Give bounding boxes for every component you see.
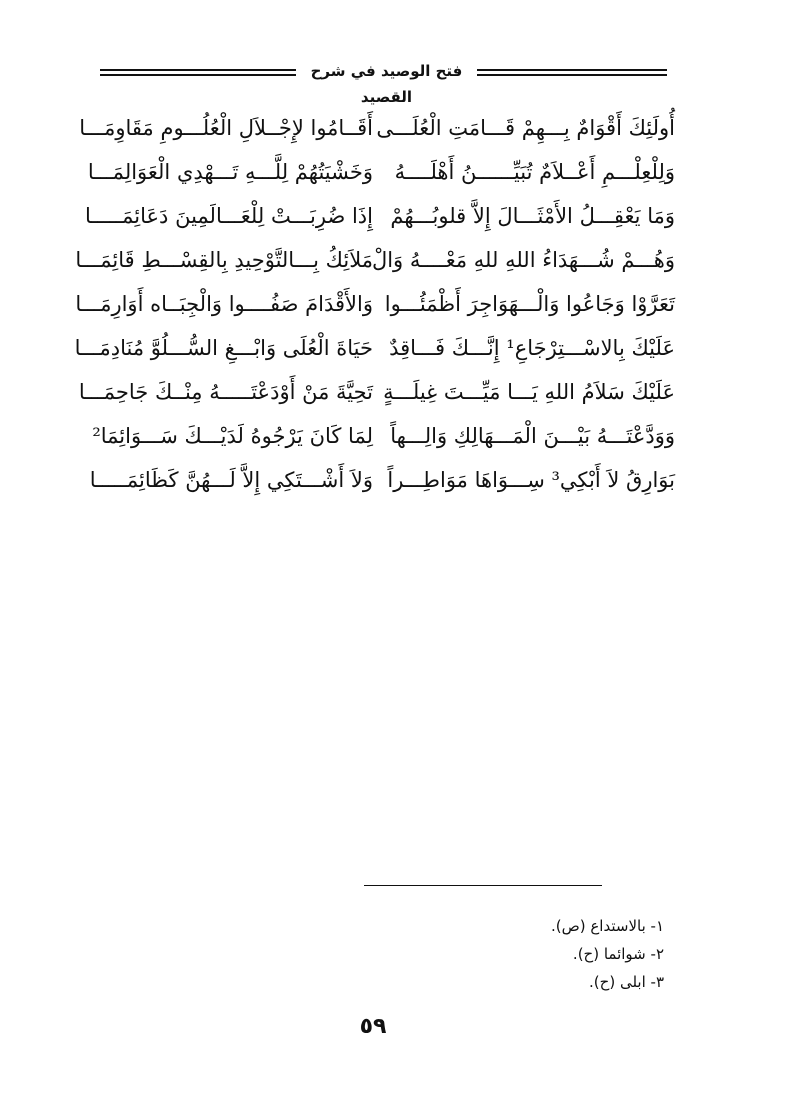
verse-first-hemistich: وَهُـــمْ شُـــهَدَاءُ اللهِ للهِ مَعْــــهُ وَالْ (371, 248, 675, 272)
verse-second-hemistich: مَلاَئِكُ بِـــالتَّوْحِيدِ بِالقِسْـــطِ قَائِمَـــا (75, 248, 373, 272)
footnote-separator (364, 885, 602, 886)
poem-block (74, 108, 675, 504)
footnote-1: ١- بالاستداع (ص). (550, 917, 664, 935)
footnotes (404, 914, 664, 998)
verse-6 (74, 328, 675, 372)
verse-second-hemistich: وَلاَ أَشْـــتَكِي إِلاَّ لَـــهُنَّ كَظَائِمَـــــا (89, 468, 373, 492)
verse-second-hemistich: إِذَا ضُرِبَـــتْ لِلْعَـــالَمِينَ دَعَائِمَـــــا (84, 204, 373, 228)
verse-1 (79, 108, 675, 152)
verse-second-hemistich: وَالأَقْدَامَ صَفُــــوا وَالْجِبَــاه أَوَارِمَـــا (75, 292, 373, 316)
verse-8 (92, 416, 675, 460)
header-rule-left (100, 69, 296, 76)
verse-second-hemistich: لِمَا كَانَ يَرْجُوهُ لَدَيْـــكَ سَـــوَائِمَا² (92, 424, 373, 448)
verse-first-hemistich: وَوَدَّعْتَـــهُ بَيْـــنَ الْمَـــهَالِكِ وَالِـــهاً (390, 424, 675, 448)
verse-first-hemistich: وَمَا يَعْقِـــلُ الأَمْثَـــالَ إِلاَّ قلوبُـــهُمْ (390, 204, 675, 228)
header-rule-right (477, 69, 667, 76)
verse-first-hemistich: عَلَيْكَ سَلاَمُ اللهِ يَـــا مَيِّـــتَ غِيلَـــةٍ (383, 380, 675, 404)
running-header (100, 58, 667, 106)
verse-first-hemistich: تَعَرَّوْا وَجَاعُوا وَالْـــهَوَاجِرَ أَظْمَئُـــوا (384, 292, 675, 316)
verse-9 (89, 460, 675, 504)
verse-second-hemistich: تَحِيَّةَ مَنْ أَوْدَعْتَـــــهُ مِنْــكَ جَاحِمَـــا (78, 380, 373, 404)
verse-first-hemistich: عَلَيْكَ بِالاسْـــتِرْجَاعِ¹ إِنَّـــكَ فَـــاقِدٌ (389, 336, 675, 360)
verse-second-hemistich: وَخَشْيَتُهُمْ لِلَّـــهِ تَـــهْدِي الْعَوَالِمَـــا (87, 160, 373, 184)
verse-4 (75, 240, 675, 284)
verse-7 (78, 372, 675, 416)
page-number: ٥٩ (359, 1014, 387, 1039)
header-title: فتح الوصيد في شرح القصيد (310, 62, 463, 106)
verse-first-hemistich: بَوَارِقُ لاَ أَبْكِي³ سِـــوَاهَا مَوَاطِـــراً (387, 468, 675, 492)
verse-first-hemistich: أُولَئِكَ أَقْوَامٌ بِـــهِمْ قَـــامَتِ الْعُلَـــى (376, 116, 675, 140)
verse-second-hemistich: حَيَاةَ الْعُلَى وَابْـــغِ السُّـــلُوَّ مُنَادِمَـــا (74, 336, 373, 360)
footnote-3: ٣- ابلى (ح). (589, 973, 664, 991)
verse-second-hemistich: أَقَــامُوا لإِجْــلاَلِ الْعُلُـــومِ مَقَاوِمَـــا (79, 116, 373, 140)
verse-3 (84, 196, 675, 240)
verse-5 (75, 284, 675, 328)
verse-2 (87, 152, 675, 196)
verse-first-hemistich: وَلِلْعِلْـــمِ أَعْــلاَمٌ تُبَيِّــــــنُ أَهْلَــــهُ (394, 160, 675, 184)
footnote-2: ٢- شوائما (ح). (572, 945, 664, 963)
